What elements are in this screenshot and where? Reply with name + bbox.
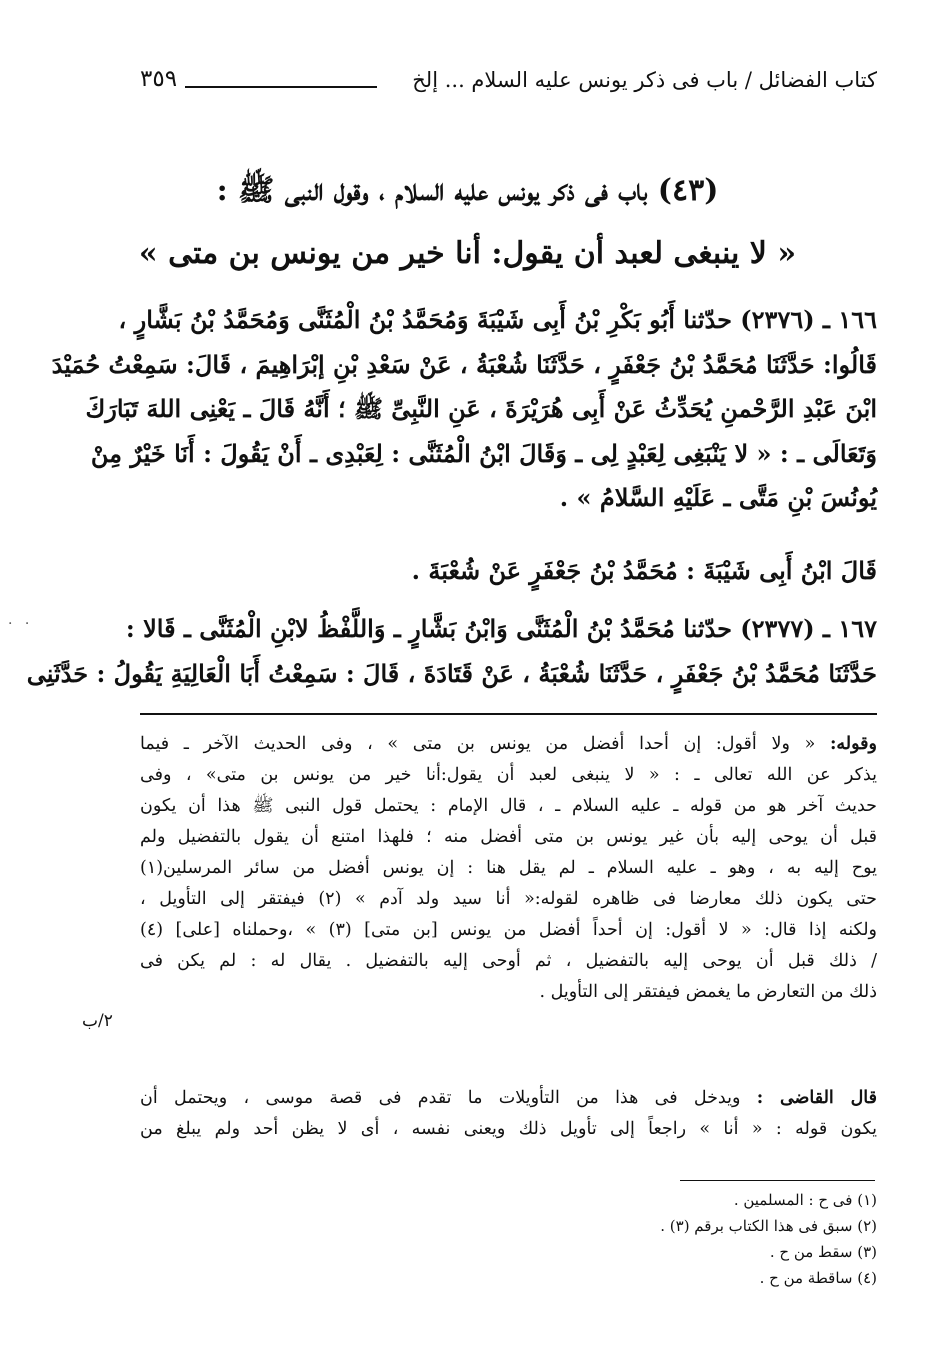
chapter-title: (٤٣) باب فى ذكر يونس عليه السلام ، وقول النبى ﷺ : [216, 173, 719, 208]
commentary-lead: قال القاضى : [756, 1088, 878, 1108]
commentary-line: حتى يكون ذلك معارضا فى ظاهره لقوله:« أنا سيد ولد آدم » (٢) فيفتقر إلى التأويل ، [140, 889, 877, 909]
hadith-line: قَالُوا: حَدَّثَنَا مُحَمَّدُ بْنُ جَعْفَرٍ ، حَدَّثَنَا شُعْبَةُ ، عَنْ سَعْدِ بْنِ إبْرَاهِيمَ ، قَالَ: سَمِعْتُ حُمَيْدَ [51, 349, 877, 379]
manuscript-folio-marker: ٢/ب [82, 1011, 113, 1031]
running-header [140, 66, 877, 102]
hadith-line: ١٦٦ ـ (٢٣٧٦) حدّثنا أَبُو بَكْرِ بْنُ أَبِى شَيْبَةَ وَمُحَمَّدُ بْنُ الْمُثَنَّى وَمُحَمَّدُ بْنُ بَشَّارٍ ، [118, 305, 877, 334]
chapter-subtitle: « لا ينبغى لعبد أن يقول: أنا خير من يونس بن متى » [138, 236, 797, 271]
commentary-line: قال القاضى : ويدخل فى هذا من التأويلات ما تقدم فى قصة موسى ، ويحتمل أن [140, 1088, 878, 1108]
hadith-line: ابْنَ عَبْدِ الرَّحْمنِ يُحَدِّثُ عَنْ أَبِى هُرَيْرَةَ ، عَنِ النَّبِىِّ ﷺ ؛ أَنَّهُ قَالَ ـ يَعْنِى اللهَ تَبَارَكَ [85, 394, 877, 423]
footnotes [377, 1187, 877, 1291]
commentary-line: يكون قوله : « أنا » راجعاً إلى تأويل ذلك ويعنى نفسه ، أى لا يظن أحد ولم يبلغ من [140, 1119, 877, 1139]
hadith-166-note [140, 549, 877, 594]
footnote: (٢) سبق فى هذا الكتاب برقم (٣) . [660, 1217, 877, 1235]
hadith-line: يُونُسَ بْنِ مَتَّى ـ عَلَيْهِ السَّلامُ » . [559, 483, 877, 512]
hadith-line: حَدَّثَنَا مُحَمَّدُ بْنُ جَعْفَرٍ ، حَدَّثَنَا شُعْبَةُ ، عَنْ قَتَادَةَ ، قَالَ : سَمِعْتُ أَبَا الْعَالِيَةِ يَقُولُ : حَدَّثَنِى [26, 658, 877, 688]
commentary-2 [140, 1083, 877, 1145]
commentary-line: وقوله: « ولا أقول: إن أحدا أفضل من يونس بن متى » ، وفى الحديث الآخر ـ فيما [140, 734, 877, 754]
hadith-line: ١٦٧ ـ (٢٣٧٧) حدّثنا مُحَمَّدُ بْنُ الْمُثَنَّى وَابْنُ بَشَّارٍ ـ وَاللَّفْظُ لابْنِ الْمُثَنَّى ـ قَالا : [125, 614, 877, 643]
hadith-line: قَالَ ابْنُ أَبِى شَيْبَةَ : مُحَمَّدُ بْنُ جَعْفَرٍ عَنْ شُعْبَةَ . [411, 556, 877, 585]
hadith-line: وَتَعَالَى ـ : « لا يَنْبَغِى لِعَبْدٍ لِى ـ وَقَالَ ابْنُ الْمُثَنَّى : لِعَبْدِى ـ أَنْ يَقُولَ : أَنَا خَيْرٌ مِنْ [90, 438, 877, 468]
header-rule [185, 86, 377, 88]
commentary-line: حديث آخر هو من قوله ـ عليه السلام ـ ، قال الإمام : يحتمل قول النبى ﷺ هذا أن يكون [140, 796, 877, 816]
footnote: (١) فى ح : المسلمين . [733, 1191, 877, 1209]
margin-mark: · · [8, 616, 34, 632]
commentary-lead: وقوله: [829, 734, 877, 754]
commentary-line: ولكنه إذا قال: « لا أقول: إن أحداً أفضل من يونس [بن متى] (٣) » ،وحملناه [على] (٤) [140, 920, 878, 940]
section-divider [140, 713, 877, 715]
footnote: (٤) ساقطة من ح . [759, 1269, 877, 1287]
hadith-166 [51, 298, 877, 521]
commentary-line: يوح إليه به ، وهو ـ عليه السلام ـ لم يقل هنا : إن يونس أفضل من سائر المرسلين(١) [140, 858, 877, 878]
footnote: (٣) سقط من ح . [769, 1243, 877, 1261]
commentary-line: ذلك من التعارض ما يغمض فيفتقر إلى التأويل . [539, 982, 877, 1002]
footnote-rule [680, 1180, 875, 1181]
hadith-167 [26, 607, 877, 696]
header-title: كتاب الفضائل / باب فى ذكر يونس عليه السلام ... إلخ [412, 68, 877, 92]
page-number: ٣٥٩ [140, 66, 178, 92]
commentary-1 [140, 729, 877, 1008]
commentary-line: يذكر عن الله تعالى ـ : « لا ينبغى لعبد أن يقول:أنا خير من يونس بن متى» ، وفى [140, 765, 877, 785]
commentary-line: قبل أن يوحى إليه بأن غير يونس بن متى أفضل منه ؛ فلهذا امتنع أن يقول بالتفضيل ولم [140, 827, 877, 847]
commentary-line: / ذلك قبل أن يوحى إليه بالتفضيل ، ثم أوحى إليه بالتفضيل . يقال له : لم يكن فى [140, 951, 877, 971]
